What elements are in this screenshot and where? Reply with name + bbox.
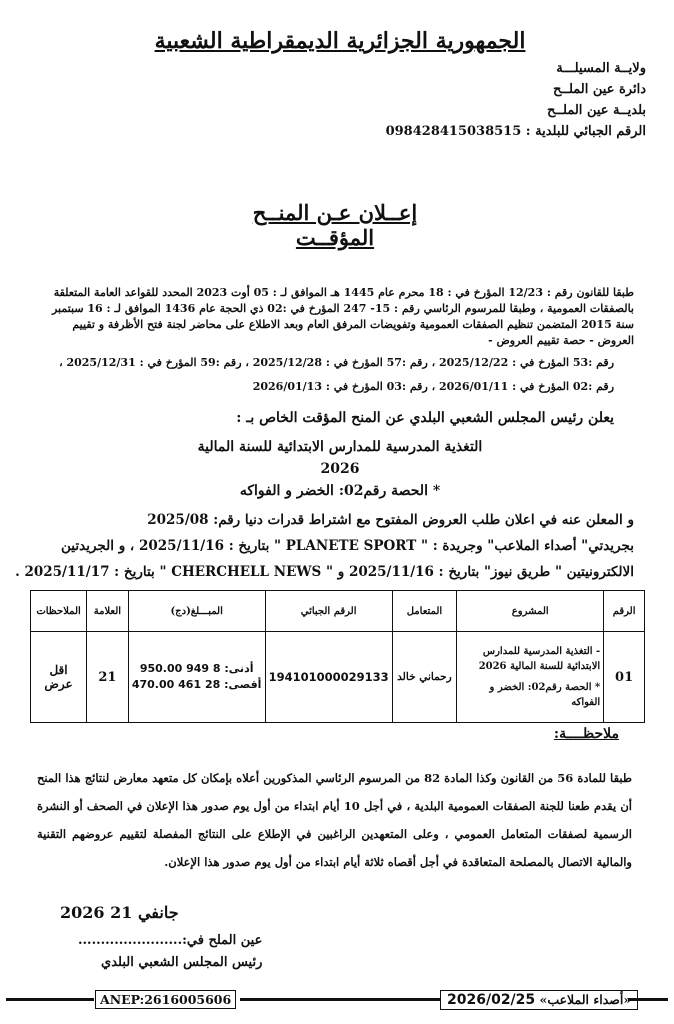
header-amount: المبـــلغ(دج): [128, 591, 265, 632]
header-tax-id: الرقم الجبائي: [265, 591, 392, 632]
commune-line: بلديــة عين الملــح: [547, 103, 646, 118]
header-remarks: الملاحظات: [31, 591, 87, 632]
award-table: [30, 590, 645, 723]
table-row: [31, 632, 645, 723]
footer-rule-middle: [240, 998, 440, 1001]
source-date: 2026/02/25: [447, 992, 536, 1008]
header-score: العلامة: [87, 591, 129, 632]
page-title: الجمهورية الجزائرية الديمقراطية الشعبية: [154, 28, 526, 54]
cell-number: 01: [604, 632, 645, 723]
subject-line-2: * الحصة رقم02: الخضر و الفواكه: [239, 483, 441, 499]
publication-line-1: و المعلن عنه في اعلان طلب العروض المفتوح مع اشتراط قدرات دنيا رقم: 2025/08: [147, 512, 634, 528]
amount-min: أدنى: 8 949 950.00: [139, 662, 254, 675]
note-title: ملاحظــــة:: [553, 726, 619, 742]
issuer-header: [346, 58, 646, 142]
daira-line: دائرة عين الملــح: [552, 82, 646, 97]
note-paragraph: طبقا للمادة 56 من القانون وكذا المادة 82 من المرسوم الرئاسي المذكورين أعلاه بإمكان كل متعهد معارض لنتائج هذا المنح أن يقدم طعنا للجنة الصفقات العمومية البلدية ، في أجل 10 أيام ابتداء من أول يوم صدور هذا الإعلان في الصحف أو النشرة الرسمية لصفقات المتعامل العمومي ، وعلى المتعهدين الراغبين في الإطلاع على النتائج المفصلة لتقييم عروضهم التقنية والمالية الاتصال بالمصلحة المتعاقدة في أجل أقصاه ثلاثة أيام ابتداء من أول يوم صدور هذا الإعلان.: [37, 771, 633, 869]
announcement-title: إعــلان عـن المنــح المؤقــت: [252, 200, 418, 250]
publication-line-2: بجريدتي" أصداء الملاعب" وجريدة : " PLANETE SPORT " بتاريخ : 2025/11/16 ، و الجريدتين: [61, 538, 634, 554]
publication-line-3: الالكترونيتين " طريق نيوز" بتاريخ : 2025/11/16 و " CHERCHELL NEWS " بتاريخ : 2025/11/17 .: [15, 564, 634, 580]
header-number: الرقم: [604, 591, 645, 632]
header-contractor: المتعامل: [392, 591, 457, 632]
subject-line-1: التغذية المدرسية للمدارس الابتدائية للسنة المالية 2026: [197, 439, 483, 477]
signature-role: رئيس المجلس الشعبي البلدي: [101, 955, 263, 970]
cell-tax-id: 194101000029133: [265, 632, 392, 723]
legal-basis-paragraph: طبقا للقانون رقم : 12/23 المؤرخ في : 18 محرم عام 1445 هـ الموافق لـ : 05 أوت 2023 المحدد للقواعد العامة المتعلقة بالصفقات العمومية ، وطبقا للمرسوم الرئاسي رقم : 15- 247 المؤرخ في :02 ذي الحجة عام 1436 الموافق لـ : 16 سبتمبر سنة 2015 المتضمن تنظيم الصفقات العمومية وتفويضات المرفق العام وبعد الاطلاع على محاضر لجنة فتح الأظرفة و تقييم العروض - حصة تقييم العروض -: [51, 286, 634, 347]
signature-place: عين الملح في:.......................: [78, 933, 263, 948]
cell-amount: [128, 632, 265, 723]
table-header-row: [31, 591, 645, 632]
project-line-2: * الحصة رقم02: الخضر و الفواكه: [489, 682, 601, 708]
cell-remark: اقل عرض: [31, 632, 87, 723]
source-name: «أصداء الملاعب»: [539, 992, 632, 1007]
newspaper-source: [440, 990, 638, 1010]
cell-score: 21: [87, 632, 129, 723]
footer-rule-left: [6, 998, 94, 1001]
cell-contractor: رحماني خالد: [392, 632, 457, 723]
reference-line-1: رقم :53 المؤرخ في : 2025/12/22 ، رقم :57 المؤرخ في : 2025/12/28 ، رقم :59 المؤرخ في : 2025/12/31 ،: [59, 356, 614, 369]
project-line-1: - التغذية المدرسية للمدارس الابتدائية للسنة المالية 2026: [478, 646, 601, 672]
amount-max: أقصى: 28 461 470.00: [131, 678, 262, 691]
reference-line-2: رقم :02 المؤرخ في : 2026/01/11 ، رقم :03 المؤرخ في : 2026/01/13: [252, 380, 614, 393]
wilaya-line: ولايــة المسيلـــة: [556, 61, 646, 76]
mayor-announcement-line: يعلن رئيس المجلس الشعبي البلدي عن المنح المؤقت الخاص بـ :: [236, 410, 614, 426]
anep-reference: ANEP:2616005606: [95, 990, 236, 1009]
tax-id-line: الرقم الجبائي للبلدية : 098428415038515: [385, 124, 646, 139]
date-stamp: 2026 جانفي 21: [60, 903, 179, 922]
cell-project: [457, 632, 604, 723]
header-project: المشروع: [457, 591, 604, 632]
signature-block: [78, 930, 262, 974]
subject-block: [180, 436, 500, 502]
